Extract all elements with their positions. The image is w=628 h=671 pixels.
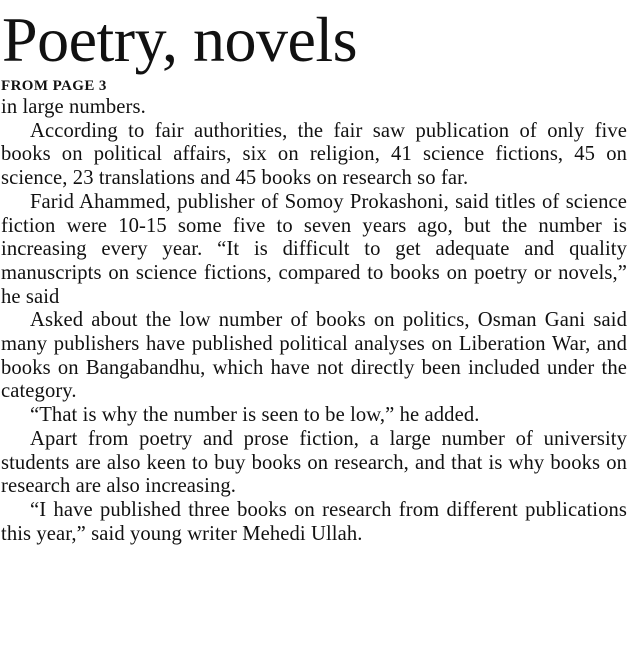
paragraph-research-books: Apart from poetry and prose fiction, a large number of university students are also keen to buy books on research, and that is why books on research are also increasing.	[1, 427, 627, 498]
paragraph-osman-gani: Asked about the low number of books on politics, Osman Gani said many publishers have published political analyses on Liberation War, and books on Bangabandhu, which have not directly been included under the category.	[1, 309, 627, 403]
headline: Poetry, novels	[2, 4, 358, 75]
paragraph-farid-ahammed: Farid Ahammed, publisher of Somoy Prokashoni, said titles of science fiction were 10-15 some five to seven years ago, but the number is increasing every year. “It is difficult to get adequate and quality manuscripts on science fictions, compared to books on poetry or novels,” he said	[1, 190, 627, 308]
paragraph-number-low: “That is why the number is seen to be low,” he added.	[30, 404, 480, 427]
paragraph-mehedi-ullah: “I have published three books on research from different publications this year,” said young writer Mehedi Ullah.	[1, 498, 627, 545]
article-body	[0, 96, 627, 546]
paragraph-continuation: in large numbers.	[1, 96, 146, 118]
jump-label: FROM PAGE 3	[1, 78, 107, 94]
paragraph-fair-authorities: According to fair authorities, the fair saw publication of only five books on political affairs, six on religion, 41 science fictions, 45 on science, 23 translations and 45 books on research so far.	[1, 119, 627, 190]
